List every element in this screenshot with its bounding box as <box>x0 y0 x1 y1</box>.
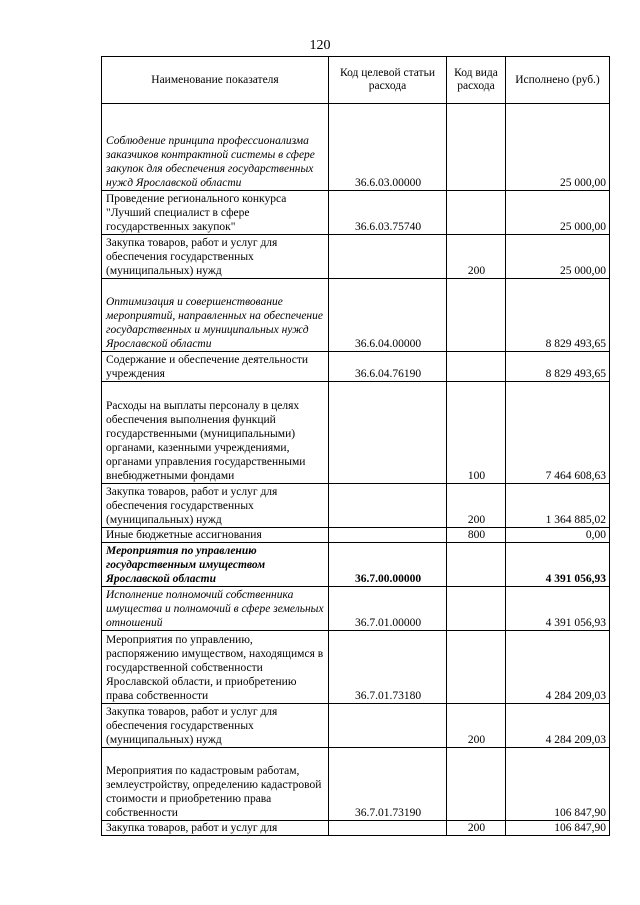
code-cell: 36.7.01.73180 <box>329 631 447 704</box>
amount-cell: 8 829 493,65 <box>506 279 610 352</box>
page-number: 120 <box>309 38 331 53</box>
table-row <box>102 631 610 704</box>
code-cell <box>329 235 447 279</box>
header-name: Наименование показателя <box>102 57 329 104</box>
table-row <box>102 587 610 631</box>
table-row <box>102 235 610 279</box>
name-cell: Мероприятия по управлению государственным имуществом Ярославской области <box>102 543 329 587</box>
code-cell: 36.7.01.00000 <box>329 587 447 631</box>
code-cell: 36.7.00.00000 <box>329 543 447 587</box>
amount-cell: 4 391 056,93 <box>506 587 610 631</box>
code-cell: 36.6.03.00000 <box>329 104 447 191</box>
table-row <box>102 279 610 352</box>
name-cell: Закупка товаров, работ и услуг для обеспечения государственных (муниципальных) нужд <box>102 704 329 748</box>
vid-cell <box>447 631 506 704</box>
table-row <box>102 528 610 543</box>
budget-table <box>101 56 610 836</box>
vid-cell <box>447 279 506 352</box>
amount-cell: 4 391 056,93 <box>506 543 610 587</box>
amount-cell: 25 000,00 <box>506 235 610 279</box>
table-row <box>102 352 610 382</box>
table-row <box>102 484 610 528</box>
name-cell: Закупка товаров, работ и услуг для обеспечения государственных (муниципальных) нужд <box>102 235 329 279</box>
amount-cell: 106 847,90 <box>506 748 610 821</box>
vid-cell: 200 <box>447 235 506 279</box>
header-vid: Код вида расхода <box>447 57 506 104</box>
table-row <box>102 382 610 484</box>
vid-cell <box>447 104 506 191</box>
table-row <box>102 104 610 191</box>
name-cell: Соблюдение принципа профессионализма заказчиков контрактной системы в сфере закупок для обеспечения государственных нужд Ярославской области <box>102 104 329 191</box>
name-cell: Закупка товаров, работ и услуг для <box>102 821 329 836</box>
amount-cell: 25 000,00 <box>506 104 610 191</box>
table-row <box>102 821 610 836</box>
code-cell <box>329 821 447 836</box>
vid-cell <box>447 191 506 235</box>
table-row <box>102 543 610 587</box>
header-code: Код целевой статьи расхода <box>329 57 447 104</box>
vid-cell <box>447 352 506 382</box>
header-amount: Исполнено (руб.) <box>506 57 610 104</box>
name-cell: Мероприятия по кадастровым работам, землеустройству, определению кадастровой стоимости и приобретению права собственности <box>102 748 329 821</box>
code-cell <box>329 382 447 484</box>
table-header-row <box>102 57 610 104</box>
vid-cell: 200 <box>447 821 506 836</box>
amount-cell: 1 364 885,02 <box>506 484 610 528</box>
code-cell: 36.6.04.76190 <box>329 352 447 382</box>
name-cell: Расходы на выплаты персоналу в целях обеспечения выполнения функций государственными (муниципальными) органами, казенными учреждениями, органами управления государственными внебюджетными фондами <box>102 382 329 484</box>
table-row <box>102 704 610 748</box>
name-cell: Исполнение полномочий собственника имущества и полномочий в сфере земельных отношений <box>102 587 329 631</box>
code-cell <box>329 484 447 528</box>
vid-cell: 800 <box>447 528 506 543</box>
vid-cell: 200 <box>447 704 506 748</box>
name-cell: Содержание и обеспечение деятельности учреждения <box>102 352 329 382</box>
code-cell: 36.6.04.00000 <box>329 279 447 352</box>
table-row <box>102 191 610 235</box>
name-cell: Иные бюджетные ассигнования <box>102 528 329 543</box>
name-cell: Проведение регионального конкурса "Лучший специалист в сфере государственных закупок" <box>102 191 329 235</box>
vid-cell <box>447 543 506 587</box>
amount-cell: 7 464 608,63 <box>506 382 610 484</box>
code-cell: 36.7.01.73190 <box>329 748 447 821</box>
vid-cell: 100 <box>447 382 506 484</box>
amount-cell: 4 284 209,03 <box>506 704 610 748</box>
amount-cell: 0,00 <box>506 528 610 543</box>
amount-cell: 25 000,00 <box>506 191 610 235</box>
code-cell <box>329 704 447 748</box>
code-cell <box>329 528 447 543</box>
amount-cell: 4 284 209,03 <box>506 631 610 704</box>
name-cell: Закупка товаров, работ и услуг для обеспечения государственных (муниципальных) нужд <box>102 484 329 528</box>
vid-cell <box>447 587 506 631</box>
vid-cell <box>447 748 506 821</box>
amount-cell: 8 829 493,65 <box>506 352 610 382</box>
name-cell: Оптимизация и совершенствование мероприятий, направленных на обеспечение государственных и муниципальных нужд Ярославской области <box>102 279 329 352</box>
vid-cell: 200 <box>447 484 506 528</box>
name-cell: Мероприятия по управлению, распоряжению имуществом, находящимся в государственной собственности Ярославской области, и приобретению права собственности <box>102 631 329 704</box>
code-cell: 36.6.03.75740 <box>329 191 447 235</box>
table-row <box>102 748 610 821</box>
amount-cell: 106 847,90 <box>506 821 610 836</box>
